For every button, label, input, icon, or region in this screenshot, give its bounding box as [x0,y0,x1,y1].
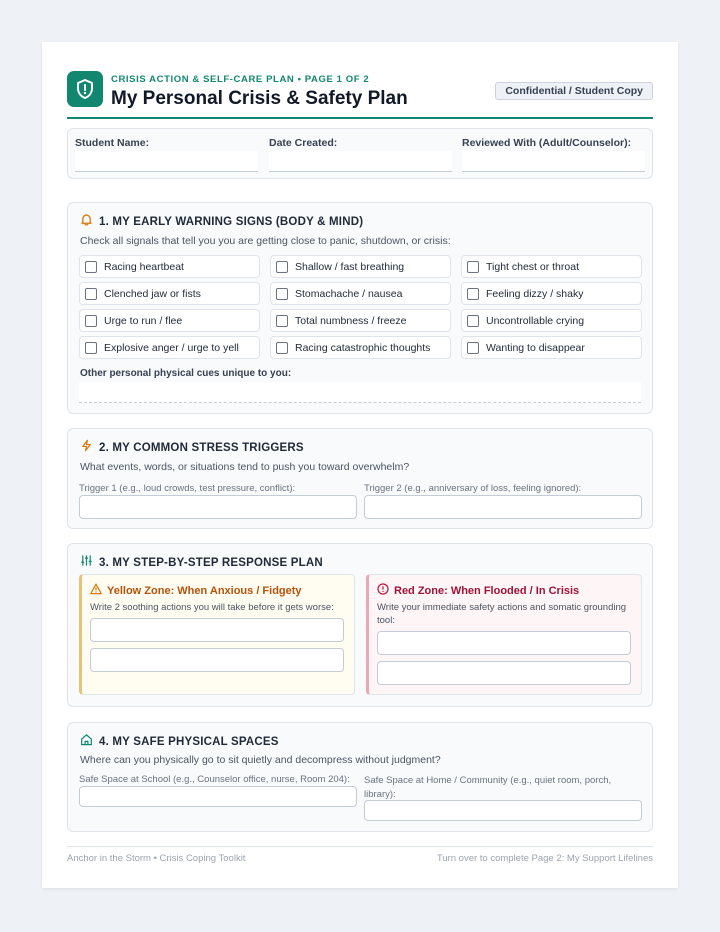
footer-right-text: Turn over to complete Page 2: My Support Lifelines [436,853,653,864]
checkbox-label: Explosive anger / urge to yell [104,341,239,354]
checkbox[interactable] [467,315,479,327]
checkbox-item[interactable] [270,309,451,332]
stress-triggers-header [80,439,304,457]
checkbox-item[interactable] [461,309,642,332]
other-cues-label: Other personal physical cues unique to you: [80,368,292,379]
lightning-icon [80,439,93,457]
safe-spaces-description: Where can you physically go to sit quietly and decompress without judgment? [80,754,441,766]
safe-spaces-header [80,733,279,751]
checkbox-label: Uncontrollable crying [486,314,585,327]
page-kicker: CRISIS ACTION & SELF-CARE PLAN • PAGE 1 OF 2 [111,74,370,85]
student-name-field [75,129,258,180]
student-name-input[interactable] [75,151,258,172]
red-zone-title: Red Zone: When Flooded / In Crisis [394,584,580,597]
warning-triangle-icon [90,583,102,598]
checkbox-label: Shallow / fast breathing [295,260,405,273]
checkbox-item[interactable] [461,282,642,305]
checkbox-item[interactable] [79,282,260,305]
checkbox-label: Stomachache / nausea [295,287,403,300]
checkbox-item[interactable] [461,255,642,278]
checkbox-item[interactable] [79,309,260,332]
response-plan-title: 3. MY STEP-BY-STEP RESPONSE PLAN [99,557,323,569]
checkbox[interactable] [467,261,479,273]
safe-spaces-title: 4. MY SAFE PHYSICAL SPACES [99,736,279,748]
date-created-input[interactable] [269,151,452,172]
checkbox-label: Total numbness / freeze [295,314,407,327]
worksheet-page [42,42,678,888]
trigger-1-input[interactable] [79,495,357,519]
home-icon [80,733,93,751]
sliders-icon [80,554,93,572]
checkbox-item[interactable] [461,336,642,359]
checkbox-label: Clenched jaw or fists [104,287,201,300]
trigger-1-label: Trigger 1 (e.g., loud crowds, test pressure, conflict): [79,483,296,494]
checkbox[interactable] [467,342,479,354]
yellow-action-1-input[interactable] [90,618,344,642]
warning-signs-description: Check all signals that tell you you are getting close to panic, shutdown, or crisis: [80,235,451,247]
shield-alert-icon [67,71,103,107]
checkbox-item[interactable] [270,336,451,359]
checkbox-label: Wanting to disappear [486,341,585,354]
alert-circle-icon [377,583,389,598]
other-cues-input[interactable] [79,382,641,403]
bell-icon [80,213,93,231]
checkbox-label: Racing heartbeat [104,260,184,273]
checkbox[interactable] [467,288,479,300]
stress-triggers-description: What events, words, or situations tend to push you toward overwhelm? [80,461,410,473]
checkbox[interactable] [85,315,97,327]
red-action-2-input[interactable] [377,661,631,685]
yellow-zone-header [90,583,302,598]
checkbox[interactable] [276,342,288,354]
yellow-zone-card [79,574,355,695]
date-created-label: Date Created: [269,137,338,149]
warning-signs-header [80,213,363,231]
checkbox-item[interactable] [79,255,260,278]
page-title: My Personal Crisis & Safety Plan [111,88,408,109]
safe-spaces-section [67,722,653,832]
date-created-field [269,129,452,180]
yellow-action-2-input[interactable] [90,648,344,672]
checkbox[interactable] [85,342,97,354]
checkbox[interactable] [85,288,97,300]
red-zone-header [377,583,579,598]
student-name-label: Student Name: [75,137,150,149]
trigger-2-label: Trigger 2 (e.g., anniversary of loss, feeling ignored): [364,483,582,494]
red-zone-card [366,574,642,695]
student-info-panel [67,128,653,179]
checkbox-item[interactable] [270,255,451,278]
checkbox[interactable] [276,315,288,327]
response-plan-section [67,543,653,707]
home-space-input[interactable] [364,800,642,821]
school-space-input[interactable] [79,786,357,807]
response-plan-header [80,554,323,572]
reviewed-with-label: Reviewed With (Adult/Counselor): [462,137,632,149]
confidential-badge: Confidential / Student Copy [495,82,653,100]
warning-signs-title: 1. MY EARLY WARNING SIGNS (BODY & MIND) [99,216,364,228]
stress-triggers-title: 2. MY COMMON STRESS TRIGGERS [99,442,304,454]
checkbox-label: Urge to run / flee [104,314,183,327]
checkbox-label: Tight chest or throat [486,260,579,273]
red-zone-description: Write your immediate safety actions and somatic grounding tool: [377,602,627,626]
checkbox[interactable] [276,288,288,300]
yellow-zone-description: Write 2 soothing actions you will take before it gets worse: [90,602,334,613]
checkbox-item[interactable] [79,336,260,359]
warning-signs-section [67,202,653,414]
reviewed-with-field [462,129,645,180]
page-header [67,71,653,119]
home-space-label: Safe Space at Home / Community (e.g., quiet room, porch, library): [364,775,612,800]
checkbox-item[interactable] [270,282,451,305]
stress-triggers-section [67,428,653,529]
red-action-1-input[interactable] [377,631,631,655]
checkbox-label: Racing catastrophic thoughts [295,341,431,354]
trigger-2-input[interactable] [364,495,642,519]
checkbox-label: Feeling dizzy / shaky [486,287,584,300]
checkbox[interactable] [276,261,288,273]
footer-left-text: Anchor in the Storm • Crisis Coping Toolkit [67,853,246,864]
checkbox[interactable] [85,261,97,273]
reviewed-with-input[interactable] [462,151,645,172]
page-footer [67,846,653,864]
school-space-label: Safe Space at School (e.g., Counselor office, nurse, Room 204): [79,774,350,785]
yellow-zone-title: Yellow Zone: When Anxious / Fidgety [107,584,302,597]
